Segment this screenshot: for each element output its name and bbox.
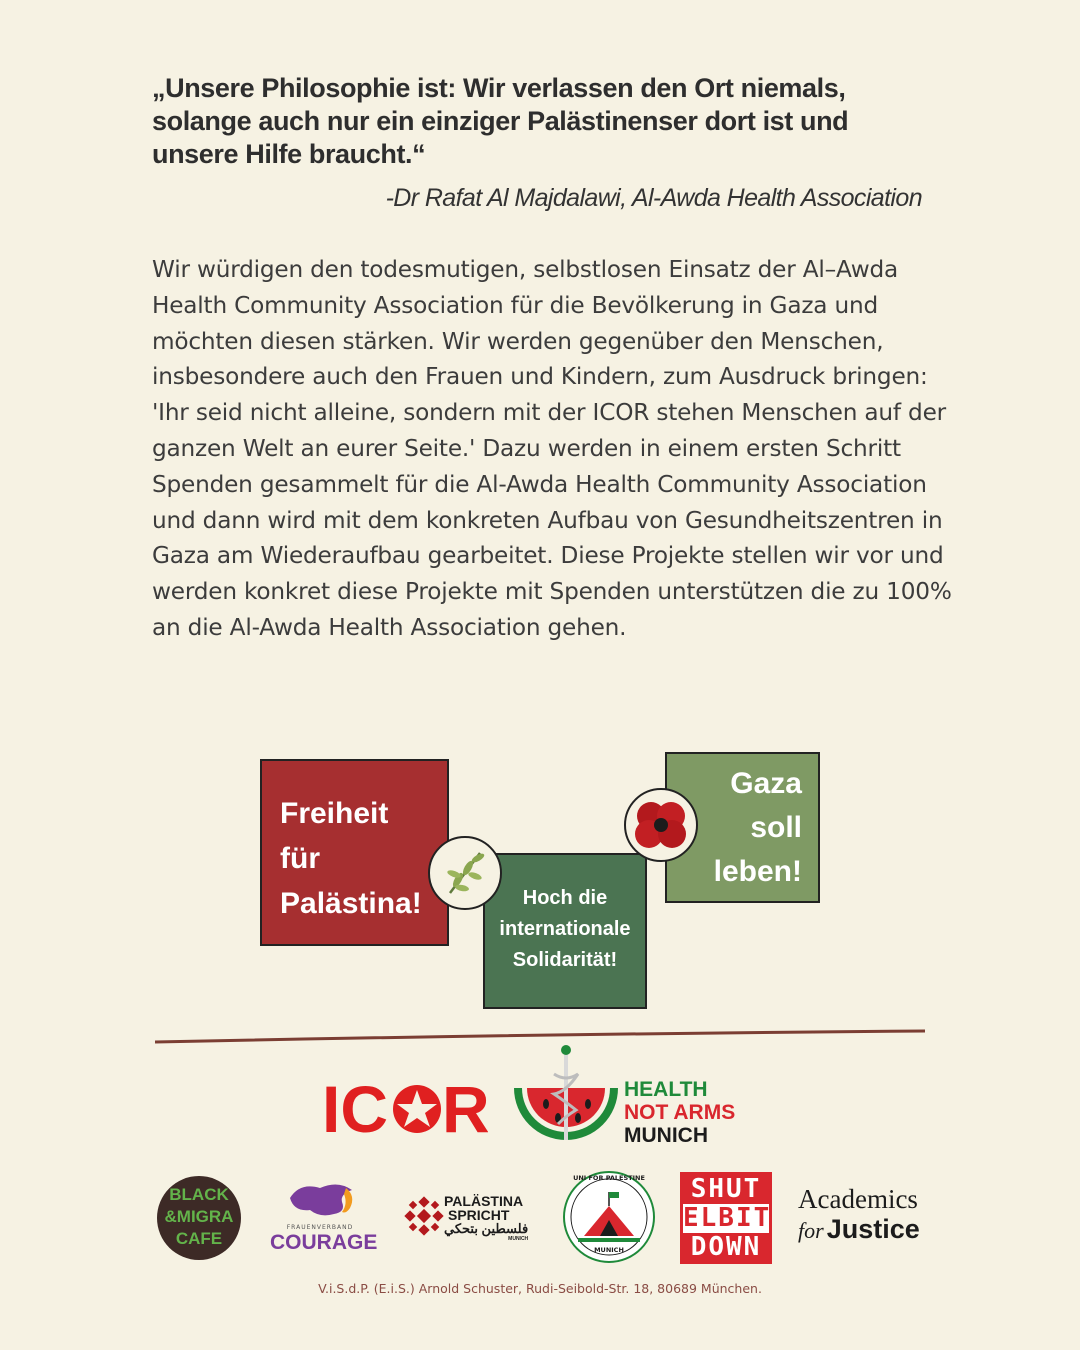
sed-line: ELBIT [683,1203,772,1233]
quote-text: „Unsere Philosophie ist: Wir verlassen den Ort niemals, solange auch nur ein einziger Palästinenser dort ist und unsere Hilfe braucht.“ [152,73,849,169]
svg-text:R: R [442,1076,488,1138]
afj-justice: Justice [826,1214,920,1244]
health-not-arms-text [624,1078,735,1147]
sign-green-line: Solidarität! [512,949,618,971]
sign-olive-line: soll [750,811,802,844]
sign-freiheit [260,759,449,946]
ps-line-arabic: فلسطين بتحكي [444,1221,529,1236]
afj-academics: Academics [798,1184,918,1214]
palaestina-spricht-text [444,1194,528,1242]
bm-line: BLACK [169,1185,229,1204]
shut-elbit-down-logo [680,1172,772,1264]
sign-red-line: für [280,842,320,875]
ps-line: PALÄSTINA [444,1193,524,1209]
ps-line: SPRICHT [448,1207,510,1223]
black-migra-cafe-logo [157,1176,241,1260]
palaestina-spricht-logo [404,1196,444,1240]
courage-logo [270,1178,378,1255]
courage-title: COURAGE [270,1231,378,1254]
body-paragraph: Wir würdigen den todesmutigen, selbstlosen Einsatz der Al–Awda Health Community Association für die Bevölkerung in Gaza und möchten diesen stärken. Wir werden gegenüber den Menschen, insbesondere auch den Frauen und Kindern, zum Ausdruck bringen: 'Ihr seid nicht alleine, sondern mit der ICOR stehen Menschen auf der ganzen Welt an eurer Seite.' Dazu werden in einem ersten Schritt Spenden gesammelt für die Al-Awda Health Community Association und dann wird mit dem konkreten Aufbau von Gesundheitszentren in Gaza am Wiederaufbau gearbeitet. Diese Projekte stellen wir vor und werden konkret diese Projekte mit Spenden unterstützen die zu 100% an die Al-Awda Health Association gehen. [152,256,952,641]
academics-for-justice-logo [798,1184,920,1248]
poppy-icon [624,788,698,862]
sign-green-line: internationale [499,918,631,940]
sign-green-line: Hoch die [522,887,608,909]
health-not-arms-logo [510,1044,620,1148]
afj-for: for [798,1218,824,1243]
bm-line: CAFE [175,1229,223,1248]
sed-line: DOWN [683,1233,769,1262]
sign-red-line: Freiheit [280,797,389,830]
sign-solidaritaet [483,853,647,1009]
ps-line-munich: MUNICH [508,1236,529,1242]
footer-imprint: V.i.S.d.P. (E.i.S.) Arnold Schuster, Rudi-Seibold-Str. 18, 80689 München. [318,1281,762,1296]
olive-branch-icon [428,836,502,910]
sign-red-line: Palästina! [280,887,422,920]
bm-line: &MIGRA [164,1207,234,1226]
hna-line-notarms: NOT ARMS [624,1101,736,1124]
sign-olive-line: leben! [713,855,802,888]
icor-logo [322,1076,488,1142]
courage-subtitle: FRAUENVERBAND [286,1224,354,1231]
sed-line: SHUT [683,1175,769,1204]
uni-bottom-label: MUNICH [594,1246,624,1254]
sign-olive-line: Gaza [730,767,802,800]
hna-line-health: HEALTH [624,1078,708,1101]
hna-line-munich: MUNICH [624,1124,708,1147]
svg-text:IC: IC [322,1076,388,1138]
quote-author: -Dr Rafat Al Majdalawi, Al-Awda Health Association [385,184,922,212]
uni-top-label: UNI FOR PALESTINE [573,1174,645,1182]
